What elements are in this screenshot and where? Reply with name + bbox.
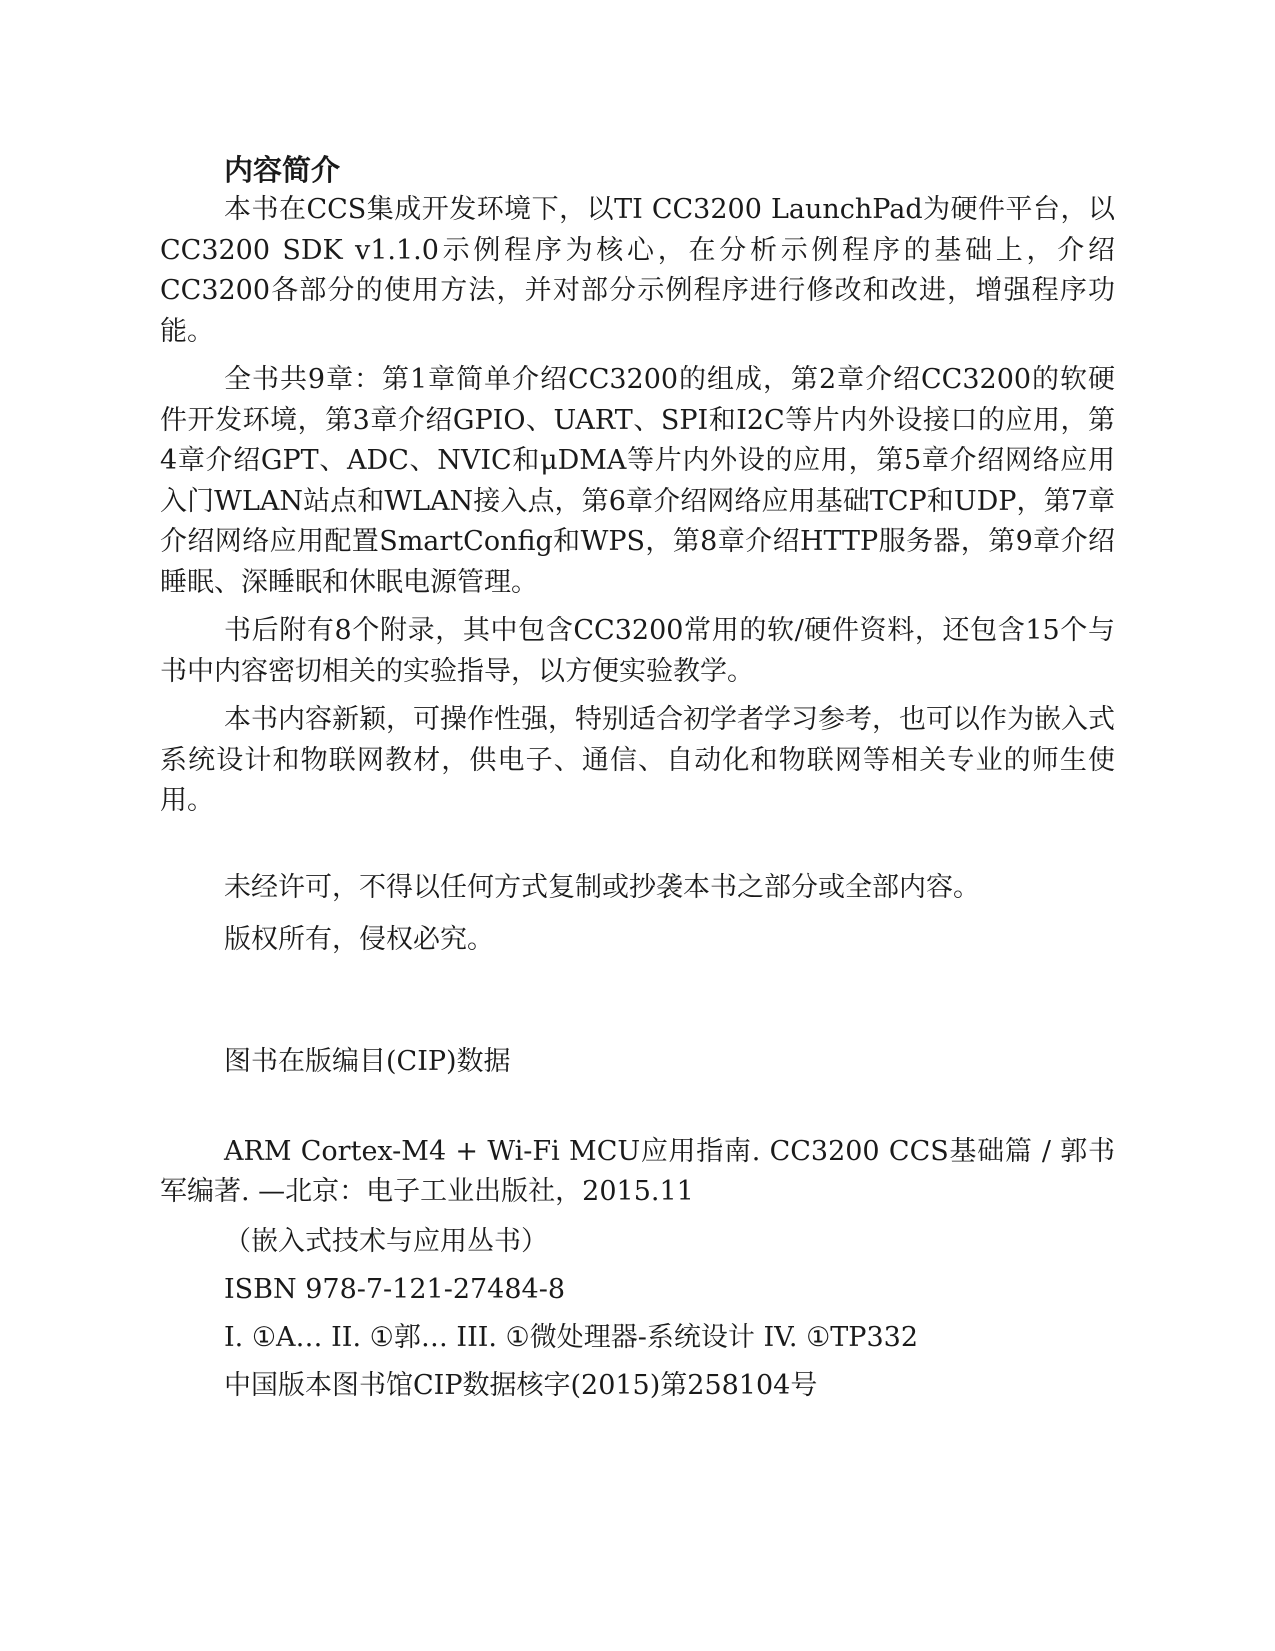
- summary-heading: 内容简介: [224, 153, 341, 187]
- copyright-warning: 未经许可，不得以任何方式复制或抄袭本书之部分或全部内容。: [224, 871, 980, 903]
- cip-record-number: 中国版本图书馆CIP数据核字(2015)第258104号: [224, 1369, 818, 1401]
- cip-entry: ARM Cortex-M4 + Wi-Fi MCU应用指南. CC3200 CCS基础篇 / 郭书军编著. —北京：电子工业出版社，2015.11: [160, 1135, 1115, 1207]
- copyright-notice: [160, 868, 1115, 960]
- cip-series: （嵌入式技术与应用丛书）: [224, 1225, 548, 1257]
- copyright-page: [160, 150, 1115, 1414]
- all-rights-reserved: 版权所有，侵权必究。: [224, 923, 494, 955]
- summary-paragraph-1: 本书在CCS集成开发环境下，以TI CC3200 LaunchPad为硬件平台，以CC3200 SDK v1.1.0示例程序为核心，在分析示例程序的基础上，介绍CC3200各部分的使用方法，并对部分示例程序进行修改和改进，增强程序功能。: [160, 194, 1115, 347]
- summary-paragraph-3: 书后附有8个附录，其中包含CC3200常用的软/硬件资料，还包含15个与书中内容密切相关的实验指导，以方便实验教学。: [160, 615, 1115, 687]
- cip-isbn: ISBN 978-7-121-27484-8: [224, 1273, 566, 1305]
- cip-title: 图书在版编目(CIP)数据: [224, 1045, 511, 1077]
- summary-paragraph-2: 全书共9章：第1章简单介绍CC3200的组成，第2章介绍CC3200的软硬件开发环境，第3章介绍GPIO、UART、SPI和I2C等片内外设接口的应用，第4章介绍GPT、ADC、NVIC和μDMA等片内外设的应用，第5章介绍网络应用入门WLAN站点和WLAN接入点，第6章介绍网络应用基础TCP和UDP，第7章介绍网络应用配置SmartConfig和WPS，第8章介绍HTTP服务器，第9章介绍睡眠、深睡眠和休眠电源管理。: [160, 364, 1115, 598]
- summary-paragraph-4: 本书内容新颖，可操作性强，特别适合初学者学习参考，也可以作为嵌入式系统设计和物联网教材，供电子、通信、自动化和物联网等相关专业的师生使用。: [160, 704, 1115, 816]
- cip-classification: I. ①A… II. ①郭… III. ①微处理器-系统设计 IV. ①TP332: [224, 1321, 918, 1353]
- book-summary: [160, 150, 1115, 822]
- cip-data: [160, 1042, 1115, 1406]
